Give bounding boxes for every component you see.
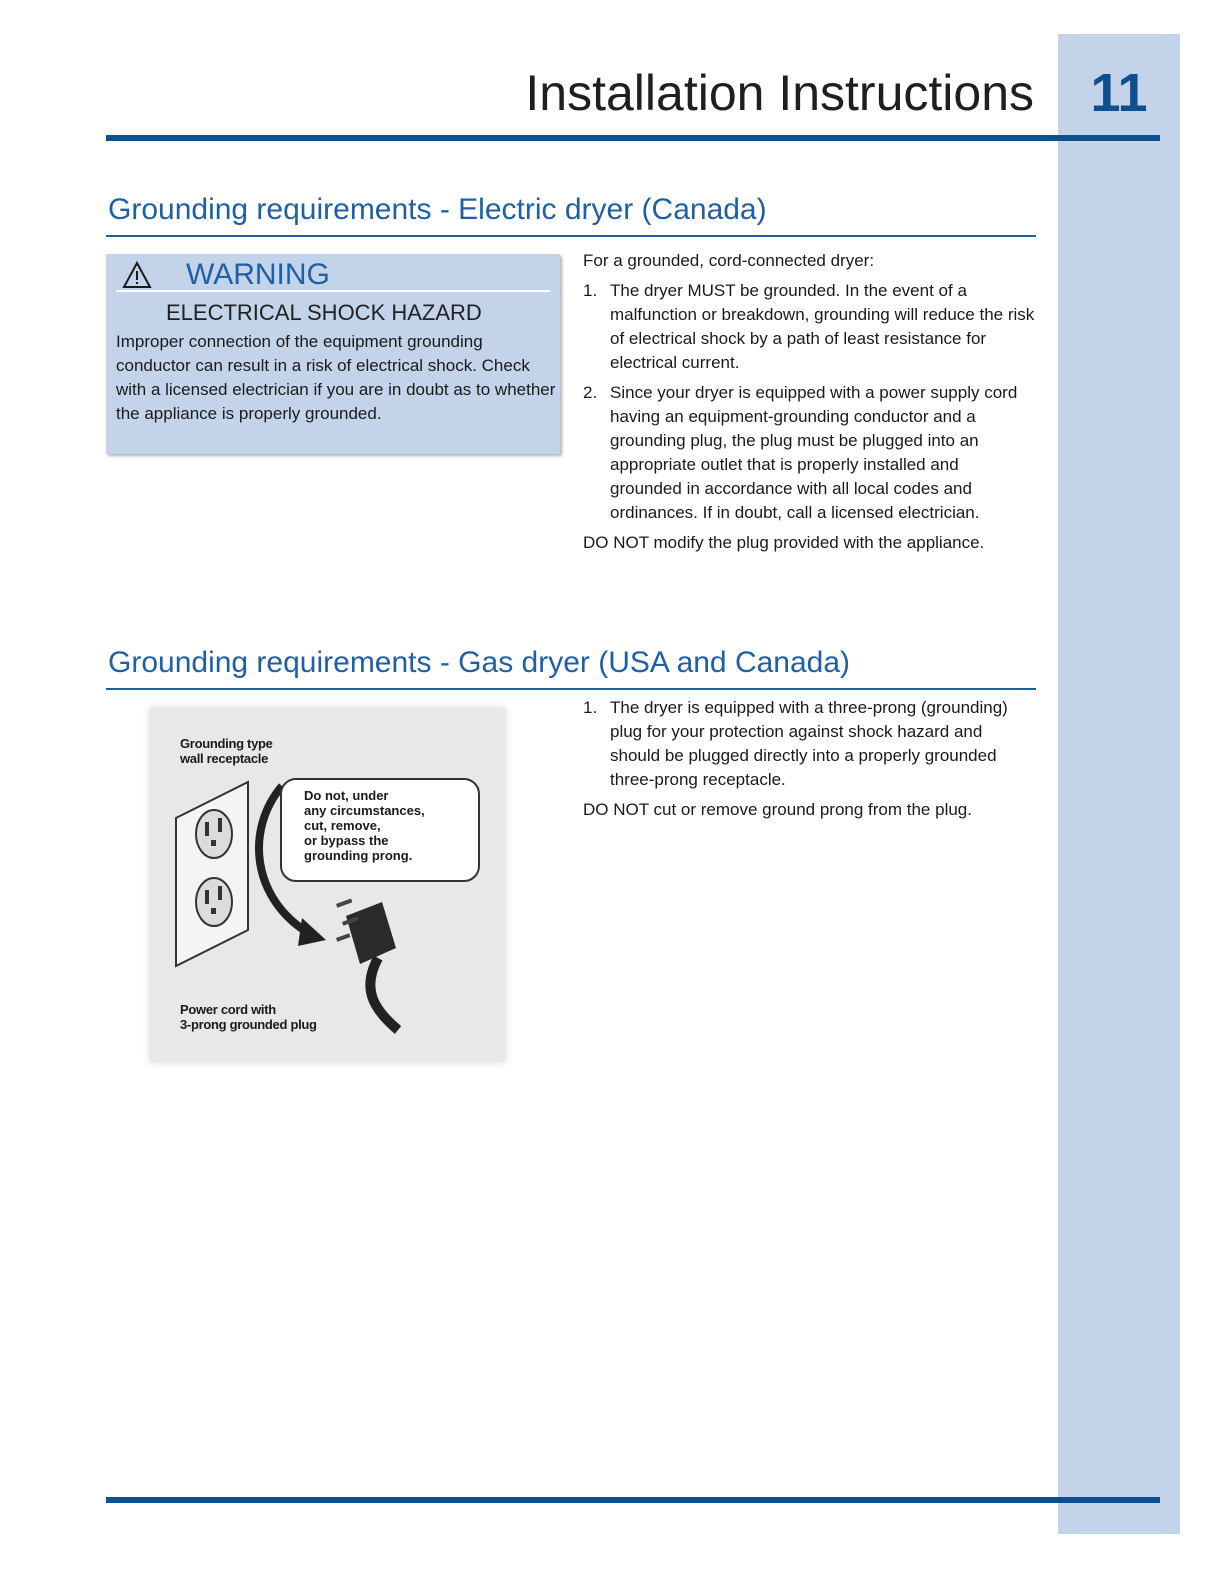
- cord-label: Power cord with 3-prong grounded plug: [180, 1002, 317, 1032]
- list-item: [583, 696, 1035, 792]
- section-rule-gas: [106, 688, 1036, 690]
- callout-text: Do not, under any circumstances, cut, remove, or bypass the grounding prong.: [304, 788, 425, 863]
- section-heading-gas: Grounding requirements - Gas dryer (USA and Canada): [108, 646, 851, 679]
- page-title: Installation Instructions: [525, 65, 1034, 121]
- warning-header: [116, 260, 550, 292]
- wall-plate-icon: [176, 782, 248, 966]
- list-item-text: The dryer is equipped with a three-prong (grounding) plug for your protection against shock hazard and should be plugged directly into a properly grounded three-prong receptacle.: [610, 698, 1008, 789]
- electric-instructions: [583, 249, 1035, 555]
- warning-box: [106, 254, 560, 454]
- list-item: [583, 381, 1035, 525]
- plug-icon: [336, 899, 398, 1030]
- page-number: 11: [1090, 63, 1148, 123]
- callout-bubble: [280, 778, 480, 882]
- list-item-text: The dryer MUST be grounded. In the event of a malfunction or breakdown, grounding will reduce the risk of electrical shock by a path of least resistance for electrical current.: [610, 281, 1035, 372]
- warning-label: WARNING: [186, 258, 330, 291]
- warning-triangle-icon: [122, 260, 152, 290]
- section-rule-electric: [106, 235, 1036, 237]
- grounding-figure: [150, 708, 505, 1062]
- header-rule: [106, 135, 1160, 141]
- receptacle-label: Grounding type wall receptacle: [180, 736, 273, 766]
- side-tab: [1058, 34, 1180, 1534]
- electric-intro: For a grounded, cord-connected dryer:: [583, 251, 875, 270]
- gas-instructions: [583, 696, 1035, 822]
- section-heading-electric: Grounding requirements - Electric dryer (Canada): [108, 193, 767, 226]
- hazard-title: ELECTRICAL SHOCK HAZARD: [166, 300, 482, 325]
- electric-note: DO NOT modify the plug provided with the appliance.: [583, 533, 985, 552]
- list-item: [583, 279, 1035, 375]
- warning-text: Improper connection of the equipment grounding conductor can result in a risk of electrical shock. Check with a licensed electrician if you are in doubt as to whether the appliance is properly grounded.: [116, 332, 556, 423]
- list-item-number: 1.: [583, 698, 598, 717]
- list-item-number: 2.: [583, 383, 598, 402]
- footer-rule: [106, 1497, 1160, 1503]
- list-item-number: 1.: [583, 281, 598, 300]
- gas-note: DO NOT cut or remove ground prong from the plug.: [583, 800, 972, 819]
- list-item-text: Since your dryer is equipped with a power supply cord having an equipment-grounding conductor and a grounding plug, the plug must be plugged into an appropriate outlet that is properly installed and grounded in accordance with all local codes and ordinances. If in doubt, call a licensed electrician.: [610, 383, 1018, 522]
